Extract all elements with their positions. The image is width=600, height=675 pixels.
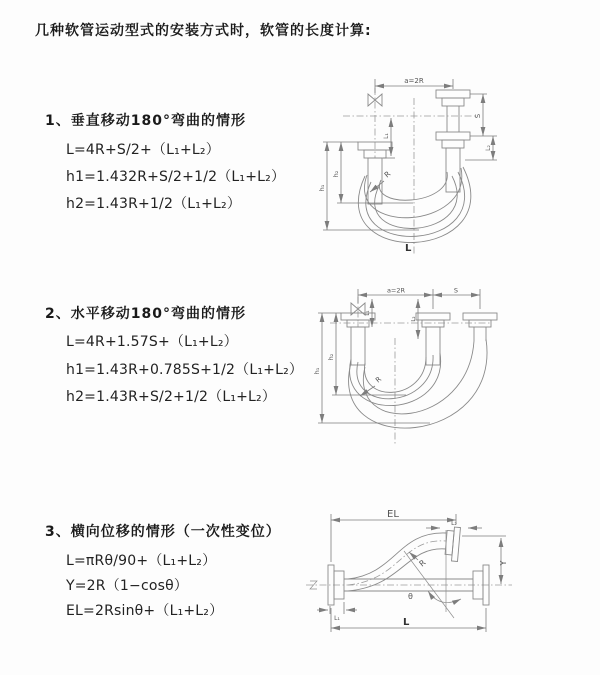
dim-label-l2: L₂ [485,145,492,151]
construction-slant [404,551,454,618]
page-title: 几种软管运动型式的安装方式时，软管的长度计算: [35,23,372,39]
dim-label-l2: L₂ [451,520,457,527]
dim-label-l2: L₂ [411,316,417,322]
left-braid-section [351,327,365,365]
section-3-formula-el: EL=2Rsinθ+（L₁+L₂） [66,603,224,619]
dim-label-el: EL [387,509,399,520]
diagram-vertical-180-bend [315,70,595,262]
section-2-formula-l: L=4R+1.57S+（L₁+L₂） [66,334,238,350]
section-3-heading: 3、横向位移的情形（一次性变位） [45,524,281,540]
middle-flange-neck [422,320,444,327]
section-1-formula-h1: h1=1.432R+S/2+1/2（L₁+L₂） [66,169,286,185]
hose-top-edge [348,533,446,579]
right-braid-section [446,148,460,192]
section-2-formula-h1: h1=1.43R+0.785S+1/2（L₁+L₂） [66,362,304,378]
dim-label-y: Y [499,560,508,566]
section-1-formula-l: L=4R+S/2+（L₁+L₂） [66,142,220,158]
right-flange-plate [463,313,497,320]
theta-arc [428,591,461,603]
dim-label-h2: h₂ [332,170,340,178]
dim-label-a2r: a=2R [386,286,406,295]
diagram-lateral-displacement [300,506,600,648]
dim-label-theta: θ [408,592,413,601]
diagram-horizontal-180-bend [310,283,598,463]
section-1-heading: 1、垂直移动180°弯曲的情形 [45,113,246,129]
right-pipe-stem [474,327,486,341]
dim-extension-el [331,514,456,562]
dim-label-r: R [417,558,428,569]
dim-label-h2: h₂ [327,353,335,361]
section-2-formula-h2: h2=1.43R+S/2+1/2（L₁+L₂） [66,389,277,405]
dim-label-l: L [405,243,412,254]
dim-label-s: S [474,113,482,119]
section-3-formula-l: L=πRθ/90+（L₁+L₂） [66,553,217,569]
dim-label-l1: L₁ [383,133,390,139]
right-pipe-stem [447,106,459,132]
dim-label-r: R [382,169,393,180]
right-lower-flange-plate [436,132,470,140]
dim-extension-lines [358,286,480,309]
upper-flange-plate [452,527,461,561]
section-2-heading: 2、水平移动180°弯曲的情形 [45,306,246,322]
section-1-formula-h2: h2=1.43R+1/2（L₁+L₂） [66,196,242,212]
right-upper-flange-neck [442,98,464,106]
upper-flange [445,526,461,561]
dim-label-l: L [403,617,410,628]
dim-label-s: S [453,286,459,295]
dim-label-a2r: a=2R [404,77,424,85]
right-lower-flange-neck [442,140,464,148]
right-upper-flange-plate [436,90,470,98]
dim-extension-l1 [330,602,344,614]
dim-label-r: R [374,375,384,385]
middle-flange-plate [416,313,450,320]
section-3-formula-y: Y=2R（1−cosθ） [66,578,189,594]
hose-arc [363,341,474,414]
right-flange-neck [469,320,491,327]
dim-label-h1: h₁ [313,367,321,375]
hose-arc [358,167,471,243]
dim-label-h1: h₁ [318,184,326,192]
hose-centerline [348,541,446,585]
dim-label-l1: L₁ [334,615,340,622]
dim-label-l1: L₁ [365,310,371,316]
